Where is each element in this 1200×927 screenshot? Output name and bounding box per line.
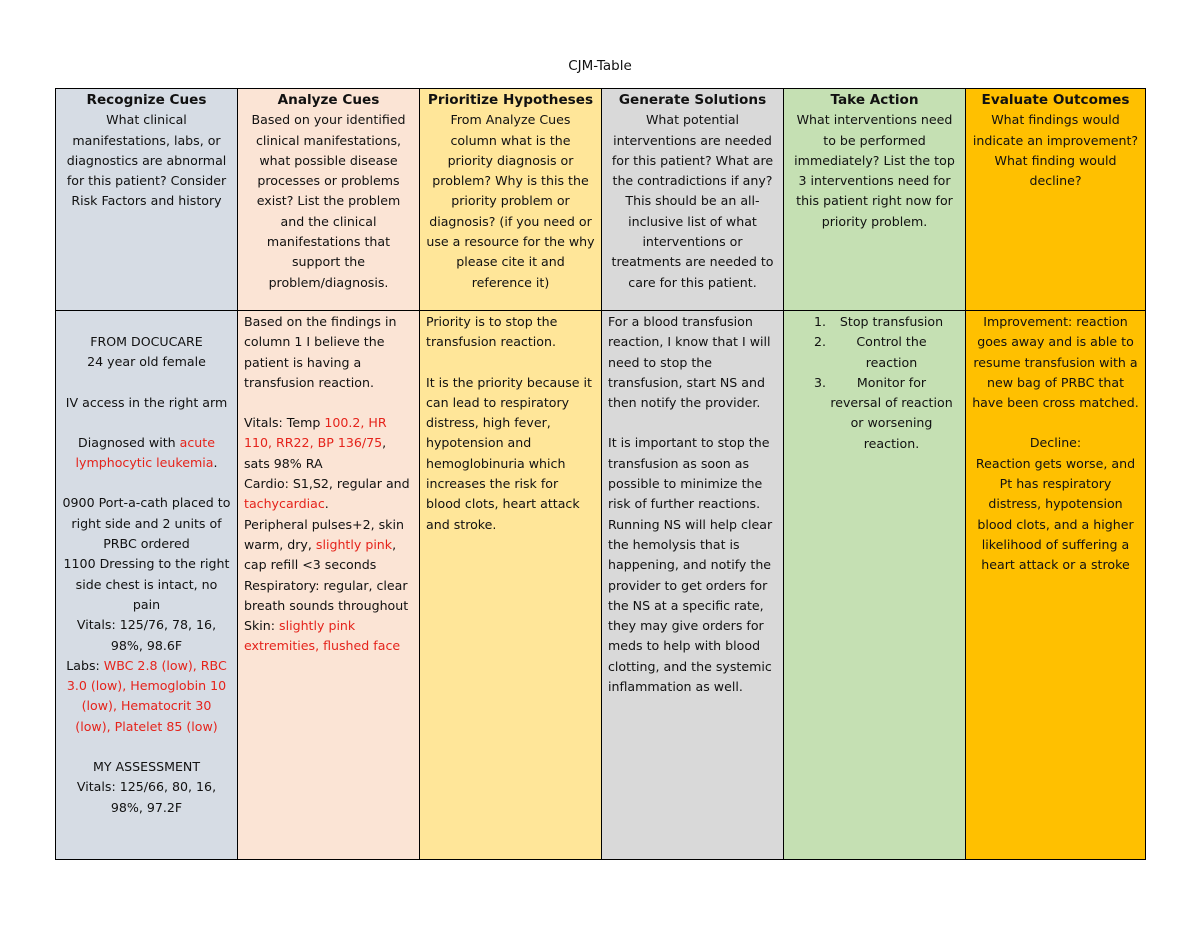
header-recognize-cues bbox=[56, 89, 238, 311]
header-desc: From Analyze Cues column what is the priority diagnosis or problem? Why is this the priority problem or diagnosis? (if you need or use a resource for the why please cite it and reference it) bbox=[426, 112, 595, 290]
action-item: 3. Monitor for reversal of reaction or worsening reaction. bbox=[830, 373, 959, 454]
analysis-vitals: Vitals: Temp 100.2, HR 110, RR22, BP 136/75, sats 98% RA bbox=[244, 415, 387, 471]
decline-label: Decline: bbox=[1029, 435, 1082, 451]
priority-rationale: It is the priority because it can lead to respiratory distress, high fever, hypotension and hemoglobinuria which increases the risk for blood clots, heart attack and stroke. bbox=[426, 374, 592, 532]
header-generate-solutions bbox=[602, 89, 784, 311]
decline-text: Reaction gets worse, and Pt has respiratory distress, hypotension blood clots, and a higher likelihood of suffering a heart attack or a stroke bbox=[975, 455, 1136, 573]
cell-take-action bbox=[784, 311, 966, 860]
analysis-pulses: Peripheral pulses+2, skin warm, dry, slightly pink, cap refill <3 seconds bbox=[244, 516, 404, 573]
header-title: Evaluate Outcomes bbox=[981, 92, 1130, 108]
header-title: Take Action bbox=[830, 92, 919, 108]
prbc-order: 0900 Port-a-cath placed to right side and 2 units of PRBC ordered bbox=[62, 495, 231, 552]
analysis-skin: Skin: slightly pink extremities, flushed face bbox=[244, 618, 401, 654]
docucare-vitals: Vitals: 125/76, 78, 16, 98%, 98.6F bbox=[76, 617, 217, 653]
header-row bbox=[56, 89, 1146, 311]
cjm-table bbox=[55, 88, 1146, 860]
cell-prioritize-hypotheses bbox=[420, 311, 602, 860]
assessment-label: MY ASSESSMENT bbox=[92, 759, 201, 775]
docucare-label: FROM DOCUCARE bbox=[90, 334, 203, 349]
header-desc: What findings would indicate an improvement? What finding would decline? bbox=[972, 112, 1139, 189]
labs: Labs: WBC 2.8 (low), RBC 3.0 (low), Hemoglobin 10 (low), Hematocrit 30 (low), Platelet 85 (low) bbox=[66, 657, 227, 734]
cell-recognize-cues bbox=[56, 311, 238, 860]
header-desc: What potential interventions are needed for this patient? What are the contradictions if any? This should be an all-inclusive list of what interventions or treatments are needed to care for this patient. bbox=[611, 112, 774, 290]
cell-evaluate-outcomes bbox=[966, 311, 1146, 860]
header-analyze-cues bbox=[238, 89, 420, 311]
header-title: Prioritize Hypotheses bbox=[427, 92, 594, 108]
action-list bbox=[790, 312, 959, 454]
content-row bbox=[56, 311, 1146, 860]
action-item: 1. Stop transfusion bbox=[830, 312, 959, 332]
solutions-intro: For a blood transfusion reaction, I know that I will need to stop the transfusion, start NS and then notify the provider. bbox=[608, 314, 771, 411]
header-title: Recognize Cues bbox=[86, 92, 207, 108]
improvement-text: Improvement: reaction goes away and is able to resume transfusion with a new bag of PRBC that have been cross matched. bbox=[972, 314, 1139, 411]
header-desc: Based on your identified clinical manifestations, what possible disease processes or problems exist? List the problem and the clinical manifestations that support the problem/diagnosis. bbox=[251, 112, 406, 290]
analysis-intro: Based on the findings in column 1 I believe the patient is having a transfusion reaction. bbox=[244, 314, 397, 390]
header-desc: What clinical manifestations, labs, or diagnostics are abnormal for this patient? Consider Risk Factors and history bbox=[66, 112, 227, 209]
iv-access: IV access in the right arm bbox=[65, 394, 228, 410]
dressing-note: 1100 Dressing to the right side chest is intact, no pain bbox=[63, 556, 230, 612]
header-title: Analyze Cues bbox=[277, 92, 380, 108]
document-title: CJM-Table bbox=[568, 58, 632, 74]
diagnosis: Diagnosed with acute lymphocytic leukemia. bbox=[75, 434, 218, 471]
patient-age: 24 year old female bbox=[87, 354, 206, 370]
header-title: Generate Solutions bbox=[618, 92, 767, 108]
header-evaluate-outcomes bbox=[966, 89, 1146, 311]
solutions-rationale: It is important to stop the transfusion as soon as possible to minimize the risk of further reactions. Running NS will help clear the hemolysis that is happening, and notify the provider to get orders for the NS at a specific rate, they may give orders for meds to help with blood clotting, and the systemic inflammation as well. bbox=[608, 435, 773, 695]
analysis-cardio: Cardio: S1,S2, regular and tachycardiac. bbox=[244, 476, 410, 512]
assessment-vitals: Vitals: 125/66, 80, 16, 98%, 97.2F bbox=[76, 779, 217, 815]
cell-generate-solutions bbox=[602, 311, 784, 860]
header-prioritize-hypotheses bbox=[420, 89, 602, 311]
action-item: 2. Control the reaction bbox=[830, 332, 959, 373]
cell-analyze-cues bbox=[238, 311, 420, 860]
analysis-respiratory: Respiratory: regular, clear breath sounds throughout bbox=[244, 577, 409, 613]
header-desc: What interventions need to be performed immediately? List the top 3 interventions need for this patient right now for priority problem. bbox=[794, 112, 955, 229]
header-take-action bbox=[784, 89, 966, 311]
priority-statement: Priority is to stop the transfusion reaction. bbox=[426, 314, 558, 350]
